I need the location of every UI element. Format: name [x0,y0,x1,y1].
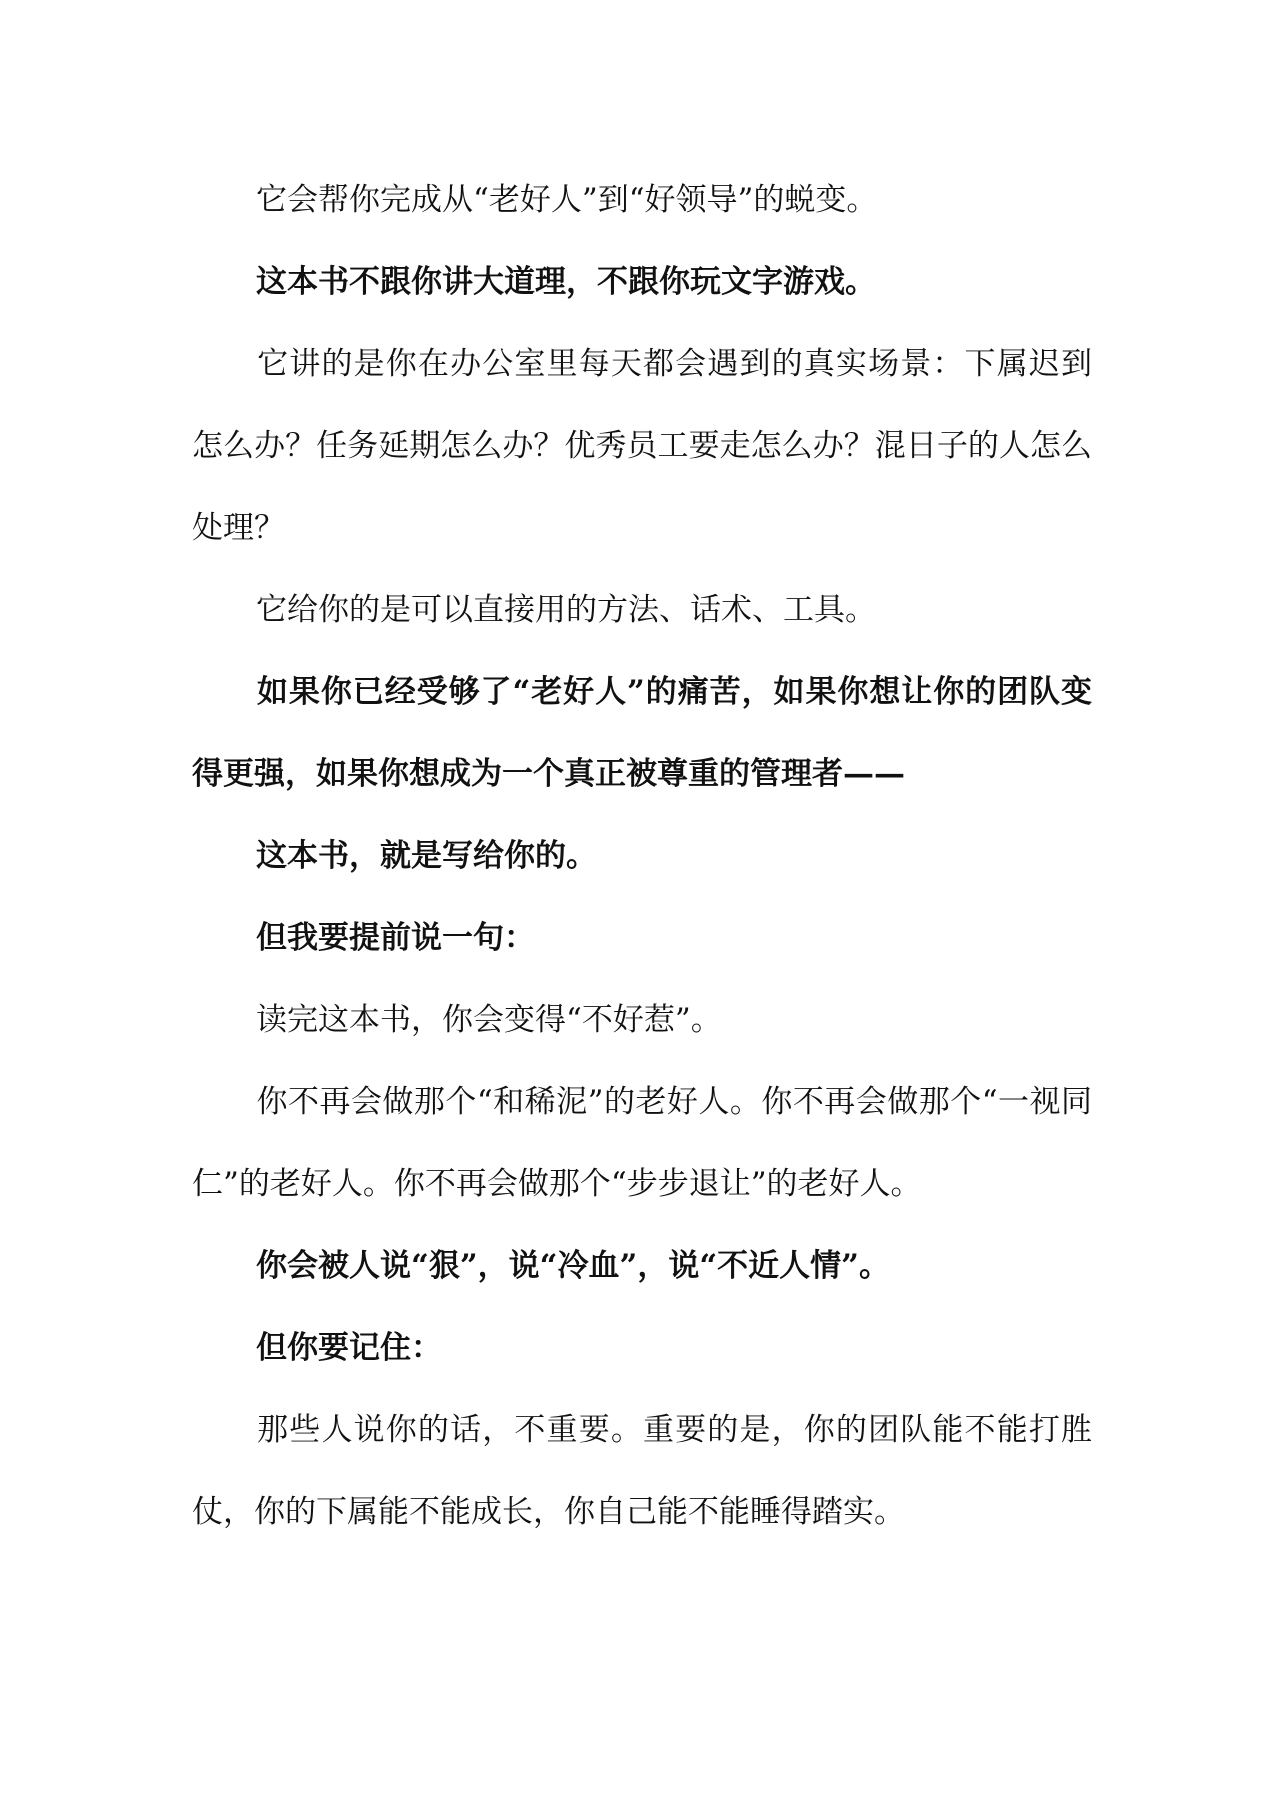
paragraph-9: 你不再会做那个“和稀泥”的老好人。你不再会做那个“一视同仁”的老好人。你不再会做那个“步步退让”的老好人。 [192,1084,1092,1202]
paragraph-12: 那些人说你的话，不重要。重要的是，你的团队能不能打胜仗，你的下属能不能成长，你自己能不能睡得踏实。 [192,1412,1092,1530]
paragraph-4: 它给你的是可以直接用的方法、话术、工具。 [256,592,876,628]
paragraph-10: 你会被人说“狠”，说“冷血”，说“不近人情”。 [256,1248,890,1284]
paragraph-2: 这本书不跟你讲大道理，不跟你玩文字游戏。 [256,264,876,300]
paragraph-1: 它会帮你完成从“老好人”到“好领导”的蜕变。 [256,182,878,218]
paragraph-7: 但我要提前说一句： [256,920,535,956]
paragraph-11: 但你要记住： [256,1330,442,1366]
paragraph-3: 它讲的是你在办公室里每天都会遇到的真实场景：下属迟到怎么办？任务延期怎么办？优秀员工要走怎么办？混日子的人怎么处理？ [192,346,1092,546]
paragraph-5: 如果你已经受够了“老好人”的痛苦，如果你想让你的团队变得更强，如果你想成为一个真正被尊重的管理者—— [192,674,1092,792]
paragraph-8: 读完这本书，你会变得“不好惹”。 [256,1002,722,1038]
paragraph-6: 这本书，就是写给你的。 [256,838,597,874]
